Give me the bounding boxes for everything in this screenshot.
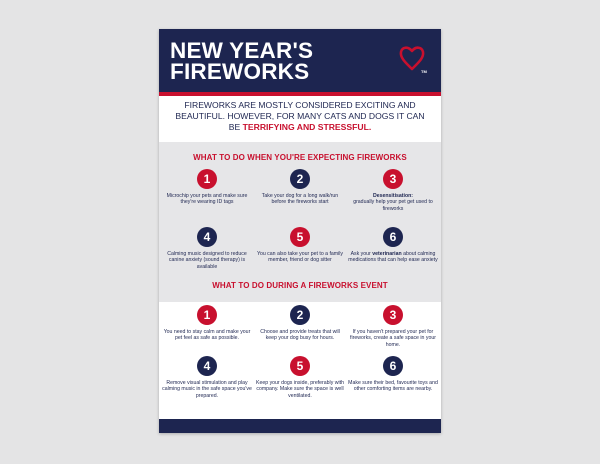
expecting-item-1 xyxy=(161,169,253,206)
section-title-during: WHAT TO DO DURING A FIREWORKS EVENT xyxy=(212,281,388,290)
step-text: Keep your dogs inside, preferably with company. Make sure the space is well ventilated. xyxy=(256,380,344,399)
step-number: 2 xyxy=(290,169,310,189)
step-text: Choose and provide treats that will keep your dog busy for hours. xyxy=(260,329,340,342)
poster-header xyxy=(159,29,441,92)
during-item-2 xyxy=(254,305,346,342)
header-accent-bar xyxy=(159,92,441,96)
step-number: 5 xyxy=(290,227,310,247)
step-text: Remove visual stimulation and play calming music in the safe space you've prepared. xyxy=(162,380,252,399)
step-number: 1 xyxy=(197,305,217,325)
during-item-5 xyxy=(254,356,346,399)
step-text: Microchip your pets and make sure they're wearing ID tags xyxy=(166,193,248,206)
step-text-pre: Ask your xyxy=(350,251,373,257)
step-number: 3 xyxy=(383,169,403,189)
expecting-item-3 xyxy=(347,169,439,212)
expecting-item-2 xyxy=(254,169,346,206)
step-number: 6 xyxy=(383,356,403,376)
expecting-fireworks-section xyxy=(159,142,441,302)
step-text-bold: Desensitisation: xyxy=(372,193,414,199)
step-number: 6 xyxy=(383,227,403,247)
step-number: 5 xyxy=(290,356,310,376)
step-text: You can also take your pet to a family member, friend or dog sitter xyxy=(256,251,344,264)
step-text xyxy=(347,251,439,264)
poster-title: NEW YEAR'S FIREWORKS xyxy=(170,38,314,84)
step-number: 4 xyxy=(197,356,217,376)
step-text: Make sure their bed, favourite toys and other comforting items are nearby. xyxy=(348,380,438,393)
expecting-item-6 xyxy=(347,227,439,264)
step-number: 4 xyxy=(197,227,217,247)
step-text-bold: veterinarian xyxy=(372,251,402,257)
section-title-expecting: WHAT TO DO WHEN YOU'RE EXPECTING FIREWORKS xyxy=(193,153,407,162)
poster-footer-bar xyxy=(159,419,441,433)
step-text xyxy=(347,193,439,212)
step-text-rest: about calming medications that can help ease anxiety xyxy=(348,251,438,264)
step-number: 1 xyxy=(197,169,217,189)
during-item-3 xyxy=(347,305,439,348)
trademark-label: TM xyxy=(421,69,427,74)
during-item-1 xyxy=(161,305,253,342)
step-number: 3 xyxy=(383,305,403,325)
expecting-item-5 xyxy=(254,227,346,264)
step-text: Calming music designed to reduce canine anxiety (sound therapy) is available xyxy=(167,251,247,270)
during-item-6 xyxy=(347,356,439,393)
during-item-4 xyxy=(161,356,253,399)
intro-plain: FIREWORKS ARE MOSTLY CONSIDERED EXCITING AND BEAUTIFUL. HOWEVER, FOR MANY CATS AND DOGS IT CAN BE xyxy=(175,100,425,133)
intro-text xyxy=(169,100,431,134)
fireworks-poster xyxy=(159,29,441,433)
step-number: 2 xyxy=(290,305,310,325)
step-text: You need to stay calm and make your pet feel as safe as possible. xyxy=(163,329,251,342)
intro-emphasis: TERRIFYING AND STRESSFUL. xyxy=(242,122,372,133)
step-text: If you haven't prepared your pet for fireworks, create a safe space in your home. xyxy=(350,329,436,348)
step-text-rest: gradually help your pet get used to fireworks xyxy=(353,199,433,212)
expecting-item-4 xyxy=(161,227,253,270)
step-text: Take your dog for a long walk/run before the fireworks start xyxy=(261,193,339,206)
